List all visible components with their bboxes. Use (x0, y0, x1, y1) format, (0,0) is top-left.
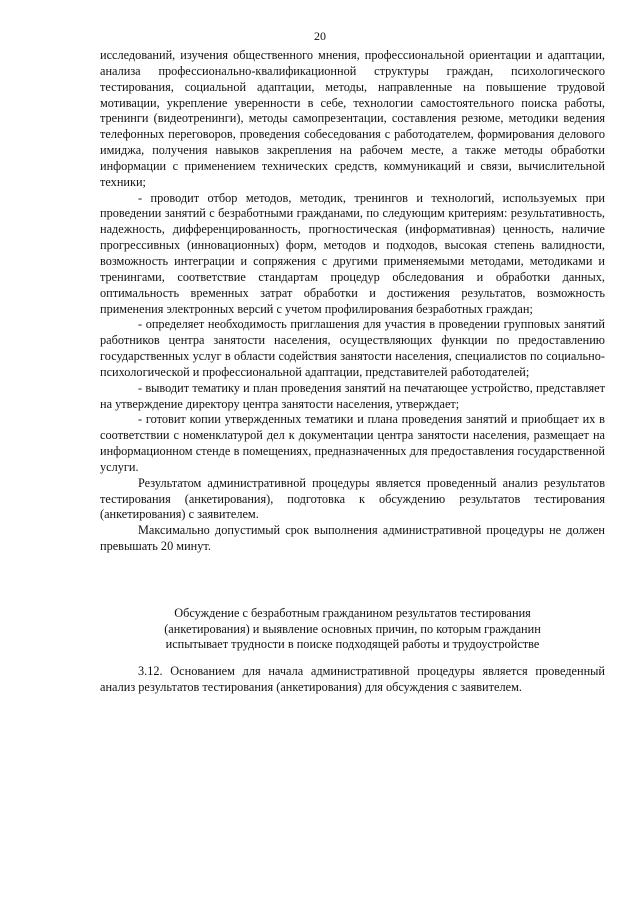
heading-line: Обсуждение с безработным гражданином результатов тестирования (174, 606, 531, 620)
paragraph-print-plan: - выводит тематику и план проведения занятий на печатающее устройство, представляет на утверждение директору центра занятости населения, утверждает; (100, 380, 605, 411)
page-number: 20 (314, 29, 326, 43)
paragraph-invitation: - определяет необходимость приглашения для участия в проведении групповых занятий работников центра занятости населения, осуществляющих функции по предоставлению государственных услуг в области содействия занятости населения, специалистов по социально-психологической и профессиональной адаптации, представителей работодателей; (100, 317, 605, 379)
heading-line: (анкетирования) и выявление основных причин, по которым гражданин (164, 621, 541, 636)
heading-line: испытывает трудности в поиске подходящей работы и трудоустройстве (165, 637, 540, 652)
section-heading (100, 606, 605, 653)
paragraph-time-limit: Максимально допустимый срок выполнения административной процедуры не должен превышать 20 минут. (100, 523, 605, 554)
paragraph-result: Результатом административной процедуры является проведенный анализ результатов тестирования (анкетирования), подготовка к обсуждению результатов тестирования (анкетирования) с заявителем. (100, 475, 605, 522)
paragraph-section-3-12: 3.12. Основанием для начала административной процедуры является проведенный анализ результатов тестирования (анкетирования) для обсуждения с заявителем. (100, 664, 605, 694)
paragraph-selection-criteria: - проводит отбор методов, методик, тренингов и технологий, используемых при проведении занятий с безработными гражданами, по следующим критериям: результативность, надежность, дифференцированность, прогностическая (информативная) ценность, наличие прогрессивных (инновационных) форм, методов и подходов, высокая степень валидности, возможность интеграции и сопряжения с другими применяемыми методами, методиками и тренингами, соответствие стандартам процедур обследования и обработки данных, оптимальность временных затрат обработки и достижения результатов, возможность применения электронных версий с учетом профилирования безработных граждан; (100, 190, 605, 316)
body-text (100, 48, 605, 555)
paragraph-methods-continuation: исследований, изучения общественного мнения, профессиональной ориентации и адаптации, анализа профессионально-квалификационной структуры граждан, психологического тестирования, социальной адаптации, методы, направленные на повышение трудовой мотивации, укрепление уверенности в себе, технологии самостоятельного поиска работы, тренинги (видеотренинги), методы самопрезентации, составления резюме, методики ведения телефонных переговоров, проведения собеседования с работодателем, формирования делового имиджа, получения навыков закрепления на рабочем месте, а также методы обработки информации с применением технических средств, коммуникаций и связи, вычислительной техники; (100, 48, 605, 189)
paragraph-copies: - готовит копии утвержденных тематики и плана проведения занятий и приобщает их в соответствии с номенклатурой дел к документации центра занятости населения, размещает на информационном стенде в помещениях, предназначенных для предоставления государственной услуги. (100, 412, 605, 474)
